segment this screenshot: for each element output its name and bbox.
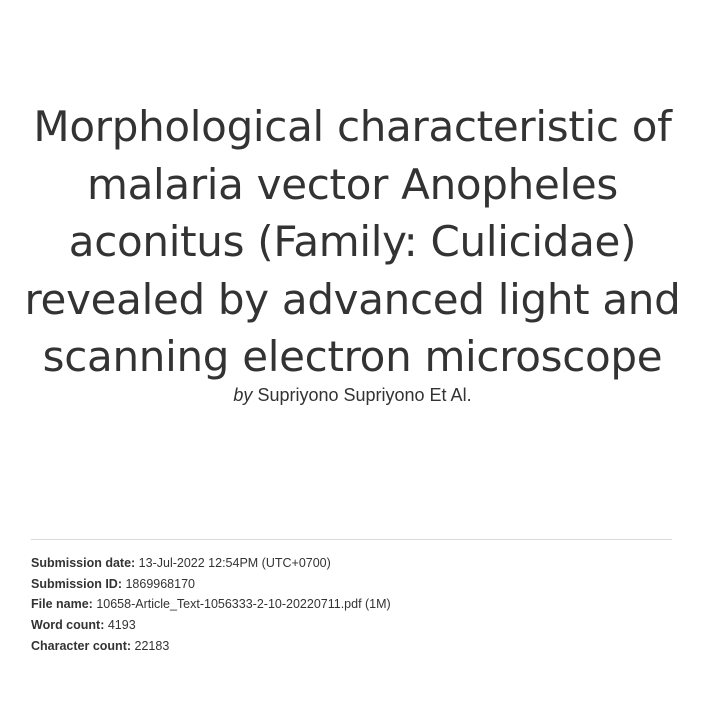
character-count-value: 22183: [134, 638, 170, 653]
author-name: Supriyono Supriyono Et Al.: [257, 385, 472, 405]
submission-date-value: 13-Jul-2022 12:54PM (UTC+0700): [138, 556, 331, 570]
file-name-label: File name:: [31, 597, 93, 612]
byline-prefix: by: [233, 385, 253, 405]
submission-date-row: [31, 553, 391, 574]
character-count-row: [31, 636, 391, 657]
file-name-row: [31, 594, 391, 615]
divider: [31, 539, 672, 540]
submission-date-label: Submission date:: [31, 556, 136, 570]
word-count-label: Word count:: [31, 618, 105, 633]
word-count-value: 4193: [107, 618, 136, 633]
document-title: Morphological characteristic of malaria vector Anopheles aconitus (Family: Culicidae) revealed by advanced light and scanning electron microscope: [24, 102, 681, 381]
submission-id-row: [31, 574, 391, 595]
byline: [0, 385, 705, 406]
file-name-value: 10658-Article_Text-1056333-2-10-20220711.pdf (1M): [96, 597, 391, 612]
word-count-row: [31, 615, 391, 636]
submission-id-label: Submission ID:: [31, 576, 122, 591]
submission-id-value: 1869968170: [125, 576, 195, 591]
submission-details: [31, 553, 391, 657]
character-count-label: Character count:: [31, 638, 132, 653]
